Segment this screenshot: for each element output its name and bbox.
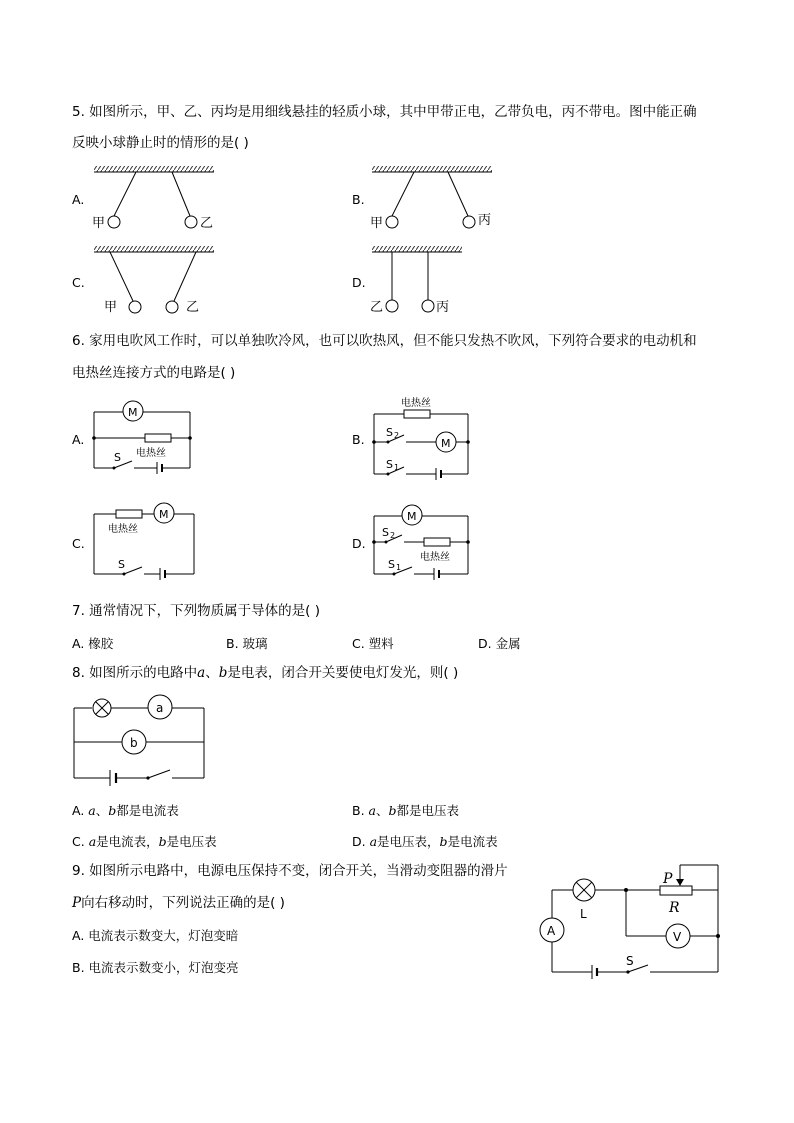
q6b-s1-sub: 1	[394, 463, 400, 472]
q9-stem-var-p: P	[72, 895, 82, 911]
q5-figure-c	[90, 244, 220, 316]
q8-option-c-text: 是电压表	[166, 834, 217, 849]
q6-option-d-label[interactable]: D.	[352, 536, 366, 551]
q8-option-d-mid: 是电压表，	[377, 834, 440, 849]
q5c-ball-right: 乙	[186, 300, 200, 315]
q7-option-b[interactable]: B. 玻璃	[226, 636, 268, 651]
q8-option-b[interactable]	[352, 801, 459, 819]
q9-option-a[interactable]: A. 电流表示数变大，灯泡变暗	[72, 928, 239, 943]
q5d-ball-left: 乙	[370, 300, 384, 315]
q8-meter-a-label: a	[156, 701, 164, 715]
q8-option-a[interactable]	[72, 801, 179, 819]
q8-option-b-prefix: B.	[352, 803, 369, 818]
q6d-motor-symbol: M	[407, 510, 417, 523]
q8-option-b-sep: 、	[375, 803, 389, 818]
q6-option-b-label[interactable]: B.	[352, 432, 365, 447]
q8-option-c-var-a: a	[88, 834, 97, 849]
q8-option-a-text: 都是电流表	[116, 803, 179, 818]
q6c-motor-symbol: M	[159, 508, 169, 521]
q5a-ball-left: 甲	[92, 216, 106, 231]
q6-circuit-b	[368, 392, 478, 484]
q5d-ball-right: 丙	[436, 300, 450, 315]
q9-stem-line2	[72, 893, 285, 913]
q9-lamp-label: L	[580, 907, 587, 921]
q5b-ball-left: 甲	[370, 216, 384, 231]
q9-rheostat-label: R	[669, 900, 680, 916]
q8-stem-post: 是电表，闭合开关要使电灯发光，则( )	[227, 665, 459, 681]
q6c-switch-label: S	[118, 558, 125, 571]
q5-option-b-label[interactable]: B.	[352, 192, 365, 207]
q5-option-a-label[interactable]: A.	[72, 192, 85, 207]
q6a-switch-label: S	[114, 451, 121, 464]
q8-meter-b-label: b	[130, 736, 138, 750]
q8-option-c-prefix: C.	[72, 834, 89, 849]
q6-option-c-label[interactable]: C.	[72, 536, 85, 551]
q8-option-a-var-a: a	[88, 803, 96, 818]
q8-option-a-var-b: b	[108, 803, 117, 818]
q6b-s1-label: S	[386, 458, 393, 471]
q9-circuit	[540, 860, 730, 980]
q5-stem-line1: 5. 如图所示，甲、乙、丙均是用细线悬挂的轻质小球，其中甲带正电，乙带负电，丙不带电。图中能正确	[72, 104, 697, 120]
q8-option-b-text: 都是电压表	[396, 803, 460, 818]
q8-option-a-prefix: A.	[72, 803, 89, 818]
q5a-ball-right: 乙	[200, 216, 214, 231]
q5-stem-line2: 反映小球静止时的情形的是( )	[72, 135, 249, 151]
q6d-s1-sub: 1	[396, 563, 402, 572]
q7-option-a[interactable]: A. 橡胶	[72, 636, 114, 651]
q8-option-d-var-a: a	[369, 834, 378, 849]
q8-stem-a: a	[197, 665, 206, 681]
q8-option-d-text: 是电流表	[447, 834, 498, 849]
q6-circuit-c	[90, 502, 200, 580]
q6d-heater-label: 电热丝	[420, 552, 450, 563]
q7-option-c[interactable]: C. 塑料	[352, 636, 394, 651]
q9-stem-line2-text: 向右移动时，下列说法正确的是( )	[81, 895, 285, 911]
q8-stem-b: b	[218, 665, 228, 681]
q6a-heater-label: 电热丝	[136, 448, 166, 459]
q5-option-d-label[interactable]: D.	[352, 275, 366, 290]
q6c-heater-label: 电热丝	[108, 524, 138, 535]
q8-stem	[72, 663, 458, 683]
q5-option-c-label[interactable]: C.	[72, 275, 85, 290]
q6b-heater-label: 电热丝	[401, 398, 431, 409]
q6b-s2-label: S	[386, 426, 393, 439]
q9-option-b[interactable]: B. 电流表示数变小，灯泡变亮	[72, 960, 239, 975]
q6-circuit-a	[90, 398, 200, 478]
q8-option-c-mid: 是电流表，	[96, 834, 159, 849]
q6-option-a-label[interactable]: A.	[72, 432, 85, 447]
q9-stem-line1: 9. 如图所示电路中，电源电压保持不变，闭合开关，当滑动变阻器的滑片	[72, 863, 508, 879]
q9-switch-label: S	[626, 954, 634, 968]
q8-option-d[interactable]	[352, 832, 498, 850]
q8-option-b-var-b: b	[388, 803, 397, 818]
q6d-s1-label: S	[388, 558, 395, 571]
q5c-ball-left: 甲	[104, 300, 118, 315]
q5-figure-b	[368, 164, 498, 234]
q9-voltmeter-label: V	[673, 930, 682, 944]
q8-option-d-var-b: b	[439, 834, 448, 849]
q9-ammeter-label: A	[547, 924, 556, 938]
q5-figure-a	[90, 164, 220, 234]
q5-figure-d	[368, 244, 468, 316]
q6b-s2-sub: 2	[394, 431, 400, 440]
q8-stem-pre: 8. 如图所示的电路中	[72, 665, 198, 681]
q8-circuit	[72, 692, 212, 784]
q6a-motor-symbol: M	[128, 406, 138, 419]
q8-option-d-prefix: D.	[352, 834, 370, 849]
q7-stem: 7. 通常情况下，下列物质属于导体的是( )	[72, 603, 320, 619]
q6-stem-line1: 6. 家用电吹风工作时，可以单独吹冷风，也可以吹热风，但不能只发热不吹风，下列符合要求的电动机和	[72, 333, 697, 349]
q7-option-d[interactable]: D. 金属	[478, 636, 521, 651]
q8-option-b-var-a: a	[368, 803, 376, 818]
q8-option-c[interactable]	[72, 832, 217, 850]
q5b-ball-right: 丙	[478, 213, 492, 228]
q6-circuit-d	[368, 502, 478, 582]
q8-option-a-sep: 、	[95, 803, 109, 818]
q9-slider-label: P	[663, 871, 673, 887]
q6d-s2-sub: 2	[390, 531, 396, 540]
q6b-motor-symbol: M	[441, 437, 451, 450]
q6d-s2-label: S	[382, 526, 389, 539]
q8-option-c-var-b: b	[158, 834, 167, 849]
q8-stem-dun: 、	[205, 665, 219, 681]
q6-stem-line2: 电热丝连接方式的电路是( )	[72, 365, 236, 381]
